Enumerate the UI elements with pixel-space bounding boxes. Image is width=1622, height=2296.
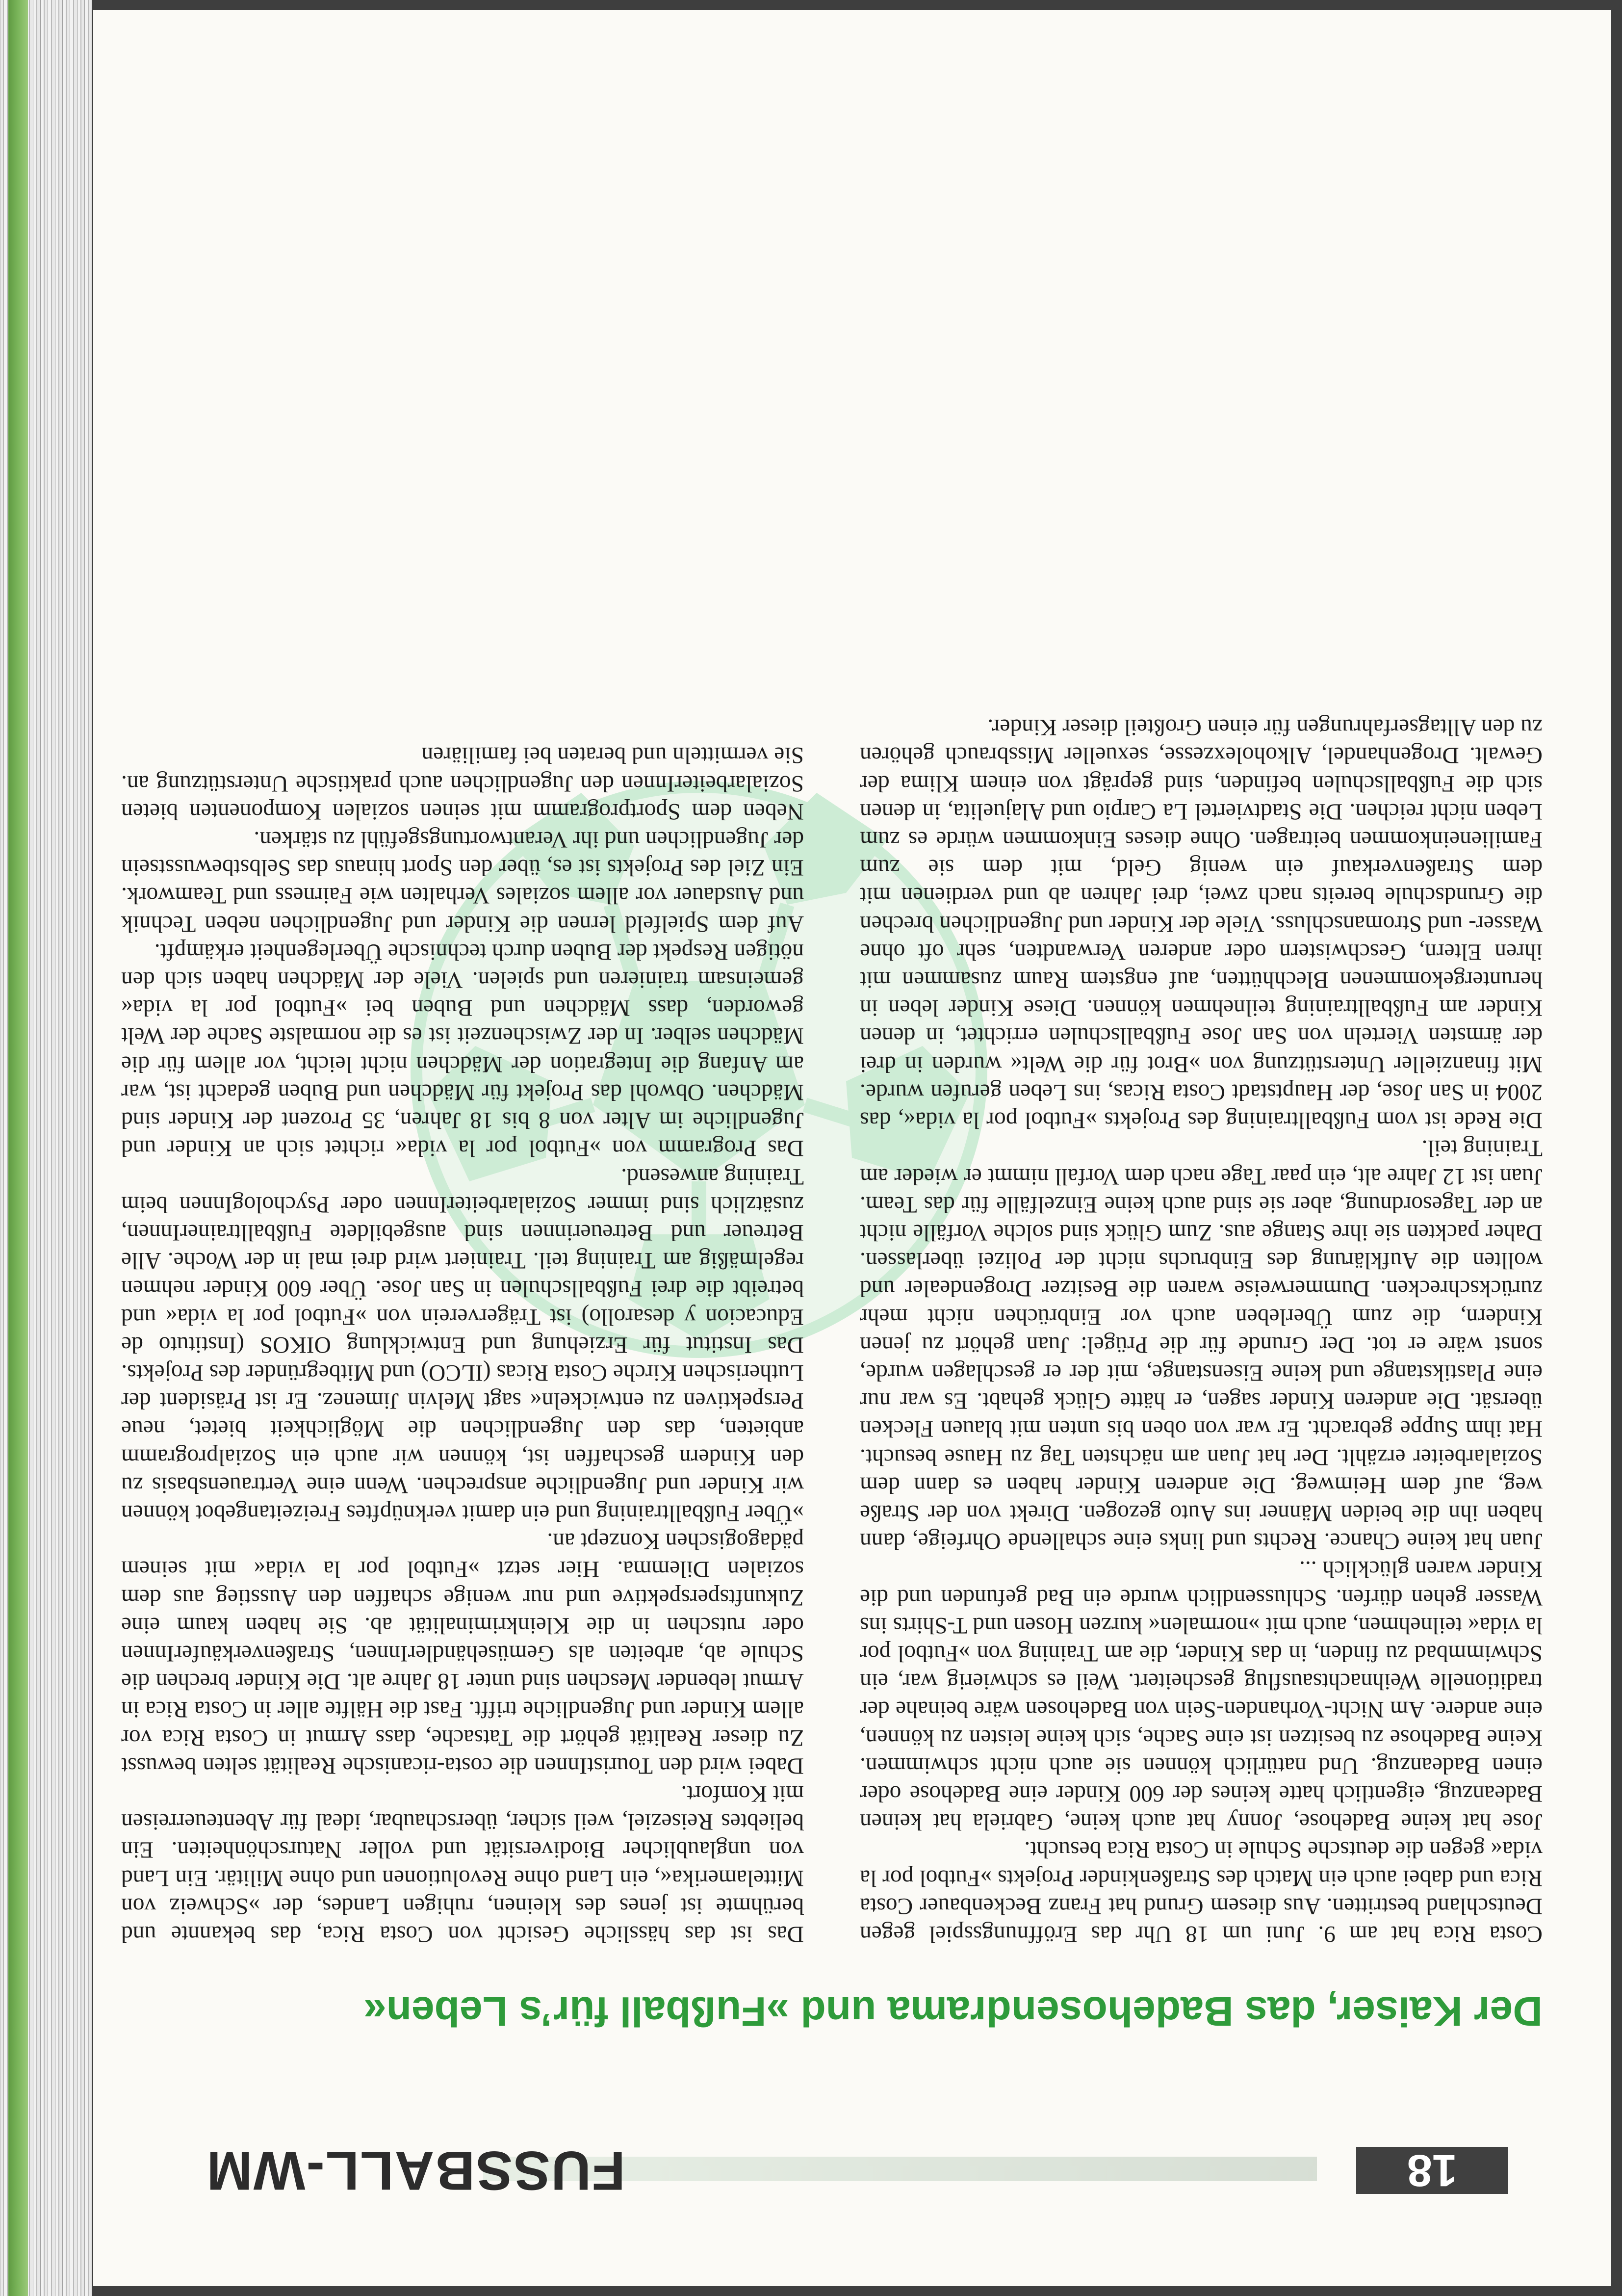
article-headline: Der Kaiser, das Badehosendrama und »Fußball für’s Leben« [363, 1988, 1543, 2035]
paragraph: Costa Rica hat am 9. Juni um 18 Uhr das Eröffnungsspiel gegen Deutschland bestritten. Aus diesem Grund hat Franz Beckenbauer Costa Rica und dabei auch ein Match des Straßenkinder Projekts »Futbol por la vida« gegen die deutsche Schule in Costa Rica besucht. [860, 1837, 1543, 1947]
paragraph: Neben dem Sportprogramm mit seinen sozialen Komponenten bieten SozialarbeiterInnen den Jugendlichen auch praktische Unterstützung an. Sie vermitteln und beraten bei familiären [121, 742, 804, 824]
paragraph: Jose hat keine Badehose, Jonny hat auch keine, Gabriela hat keinen Badeanzug, eigentlich hatte keines der 600 Kinder eine Badehose oder einen Badeanzug. Und natürlich können sie auch nicht schwimmen. Keine Badehose zu besitzen ist eine Sache, sich keine leisten zu können, eine andere. Am Nicht-Vorhanden-Sein von Badehosen wäre beinahe der traditionelle Weihnachtsausflug gescheitert. Weil es schwierig war, ein Schwimmbad zu finden, in das Kinder, die am Training von »Futbol por la vida« teilnehmen, auch mit »normalen« kurzen Hosen und T-Shirts ins Wasser gehen dürfen. Schlussendlich wurde ein Bad gefunden und die Kinder waren glücklich ... [860, 1556, 1543, 1835]
page-number: 18 [1356, 2147, 1508, 2194]
magazine-cover-edge [8, 0, 28, 2296]
paragraph: Dabei wird den TouristInnen die costa-ricanische Realität selten bewusst Zu dieser Realität gehört die Tatsache, dass Armut in Costa Rica vor allem Kinder und Jugendliche trifft. Fast die Hälfte aller in Costa Rica in Armut lebender Meschen sind unter 18 Jahre alt. Die Kinder brechen die Schule ab, arbeiten als GemüsehändlerInnen, StraßenverkäuferInnen oder rutschen in die Kleinkriminalität ab. Sie haben kaum eine Zukunftsperspektive und nur wenige schaffen den Ausstieg aus dem sozialen Dilemma. Hier setzt »Futbol por la vida« mit seinem pädagogischen Konzept an. [121, 1528, 804, 1778]
paragraph: Auf dem Spielfeld lernen die Kinder und Jugendlichen neben Technik und Ausdauer vor allem soziales Verhalten wie Fairness und Teamwork. Ein Ziel des Projekts ist es, über den Sport hinaus das Selbstbewusstsein der Jugendlichen und ihr Verantwortungsgefühl zu stärken. [121, 827, 804, 937]
magazine-page [93, 10, 1611, 2286]
paragraph: Die Rede ist vom Fußballtraining des Projekts »Futbol por la vida«, das 2004 in San Jose, der Hauptstadt Costa Ricas, ins Leben gerufen wurde. Mit finanzieller Unterstützung von »Brot für die Welt« wurden in drei der ärmsten Vierteln von San Jose Fußballschulen errichtet, in denen Kinder am Fußballtraining teilnehmen können. Diese Kinder leben in heruntergekommenen Blechhütten, auf engstem Raum zusammen mit ihren Eltern, Geschwistern oder anderen Verwandten, sehr oft ohne Wasser- und Stromanschluss. Viele der Kinder und Jugendlichen brechen die Grundschule bereits nach zwei, drei Jahren ab und verdienen mit dem Straßenverkauf ein wenig Geld, mit dem sie zum Familieneinkommen beitragen. Ohne dieses Einkommen würde es zum Leben nicht reichen. Die Stadtviertel La Carpio und Alajuelita, in denen sich die Fußballschulen befinden, sind geprägt von einem Klima der Gewalt. Drogenhandel, Alkoholexzesse, sexueller Missbrauch gehören zu den Alltagserfahrungen für einen Großteil dieser Kinder. [860, 714, 1543, 1133]
article-column-right [121, 741, 804, 1948]
paragraph: »Über Fußballtraining und ein damit verknüpftes Freizeitangebot können wir Kinder und Jugendliche ansprechen. Wenn eine Vertrauensbasis zu den Kindern geschaffen ist, können wir auch ein Sozialprogramm anbieten, das den Jugendlichen die Möglichkeit bietet, neue Perspektiven zu entwickeln« sagt Melvin Jimenez. Er ist Präsident der Lutherischen Kirche Costa Ricas (ILCO) und Mitbegründer des Projekts. [121, 1359, 804, 1526]
article-column-left [860, 713, 1543, 1948]
paragraph: Das Institut für Erziehung und Entwicklung OIKOS (Instituto de Educacion y desarollo) ist Trägerverein von »Futbol por la vida« und betreibt die drei Fußballschulen in San Jose. Über 600 Kinder nehmen regelmäßig am Training teil. Trainiert wird drei mal in der Woche. Alle Betreuer und Betreuerinnen sind ausgebildete FußballtrainerInnen, zusätzlich sind immer SozialarbeiterInnen oder PsychologInnen beim Training anwesend. [121, 1163, 804, 1357]
paragraph: Das ist das hässliche Gesicht von Costa Rica, das bekannte und berühmte ist jenes des kleinen, ruhigen Landes, der »Schweiz von Mittelamerika«, ein Land ohne Revolutionen und ohne Militär. Ein Land von unglaublicher Biodiversität und voller Naturschönheiten. Ein beliebtes Reiseziel, weil sicher, überschaubar, ideal für Abenteuerreisen mit Komfort. [121, 1780, 804, 1947]
section-title: FUSSBALL-WM [206, 2140, 625, 2201]
paragraph: Das Programm von »Futbol por la vida« richtet sich an Kinder und Jugendliche im Alter von 8 bis 18 Jahren, 35 Prozent der Kinder sind Mädchen. Obwohl das Projekt für Mädchen und Buben gedacht ist, war am Anfang die Integration der Mädchen nicht leicht, vor allem für die Mädchen selber. In der Zwischenzeit ist es die normalste Sache der Welt geworden, dass Mädchen und Buben bei »Futbol por la vida« gemeinsam trainieren und spielen. Viele der Mädchen haben sich den nötigen Respekt der Buben durch technische Überlegenheit erkämpft. [121, 939, 804, 1161]
paragraph: Juan hat keine Chance. Rechts und links eine schallende Ohrfeige, dann haben ihn die beiden Männer ins Auto gezogen. Direkt von der Straße weg, auf dem Heimweg. Die anderen Kinder haben es dann dem Sozialarbeiter erzählt. Der hat Juan am nächsten Tag zu Hause besucht. Hat ihm Suppe gebracht. Er war von oben bis unten mit blauen Flecken übersät. Die anderen Kinder sagen, er hätte Glück gehabt. Es war nur eine Plastikstange und keine Eisenstange, mit der er geschlagen wurde, sonst wäre er tot. Der Grunde für die Prügel: Juan gehört zu jenen Kindern, die zum Überleben auch vor Einbrüchen nicht mehr zurückschrecken. Dummerweise waren die Besitzer Drogendealer und wollten die Aufklärung des Einbruchs nicht der Polizei überlassen. Daher packten sie ihre Stange aus. Zum Glück sind solche Vorfälle nicht an der Tagesordnung, aber sie sind auch keine Einzelfälle für das Team. Juan ist 12 Jahre alt, ein paar Tage nach dem Vorfall nimmt er wieder am Training teil. [860, 1135, 1543, 1554]
